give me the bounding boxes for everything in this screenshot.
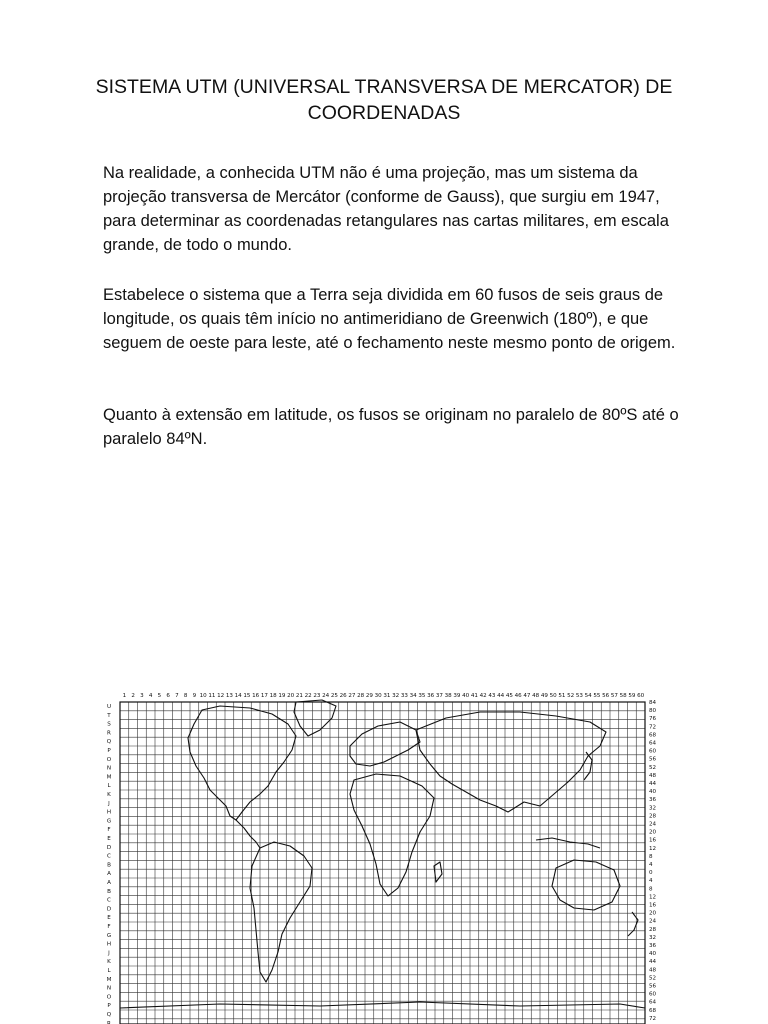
zone-number-label: 28: [357, 693, 365, 699]
zone-number-label: 25: [330, 693, 338, 699]
row-letter-label: O: [106, 756, 112, 763]
zone-number-label: 53: [575, 693, 583, 699]
row-letter-label: P: [107, 748, 111, 754]
paragraph-utm-definition: Na realidade, a conhecida UTM não é uma projeção, mas um sistema da projeção transversa de Mercátor (conforme de Gauss), que surgiu em 1947, para determinar as coordenadas retangulares nas cartas militares, em escala grande, de todo o mundo.: [103, 164, 669, 254]
latitude-label: 64: [649, 740, 657, 747]
paragraph-utm-latitude: Quanto à extensão em latitude, os fusos se originam no paralelo de 80ºS até o paralelo 84ºN.: [103, 406, 679, 448]
zone-number-label: 22: [304, 693, 312, 699]
zone-number-label: 26: [339, 693, 347, 699]
zone-number-label: 9: [192, 693, 197, 699]
row-letter-label: J: [108, 950, 110, 957]
zone-number-label: 15: [243, 693, 251, 699]
zone-number-label: 12: [217, 693, 225, 699]
zone-number-label: 2: [131, 693, 135, 699]
zone-number-label: 45: [505, 693, 513, 699]
zone-number-label: 3: [140, 693, 144, 699]
zone-number-label: 17: [260, 693, 268, 699]
latitude-label: 16: [649, 902, 657, 909]
zone-number-label: 21: [295, 693, 303, 699]
zone-number-label: 42: [479, 693, 487, 699]
zone-number-label: 18: [269, 693, 277, 699]
latitude-label: 8: [649, 853, 653, 860]
zone-number-label: 58: [619, 693, 627, 699]
latitude-label: 60: [649, 991, 657, 998]
latitude-label: 28: [649, 813, 657, 820]
latitude-label: 68: [649, 1007, 657, 1014]
zone-number-label: 19: [278, 693, 286, 699]
zone-number-label: 39: [453, 693, 461, 699]
latitude-label: 56: [649, 983, 657, 990]
row-letter-label: D: [106, 906, 112, 913]
zone-number-label: 49: [540, 693, 548, 699]
latitude-label: 24: [649, 918, 657, 925]
row-letter-label: H: [106, 941, 112, 948]
row-letter-label: F: [107, 827, 111, 834]
zone-number-label: 41: [470, 693, 478, 699]
zone-number-label: 43: [488, 693, 496, 699]
latitude-label: 4: [649, 878, 653, 885]
zone-number-label: 33: [400, 693, 408, 699]
latitude-label: 36: [649, 797, 657, 804]
row-letter-label: B: [107, 862, 111, 869]
zone-number-label: 24: [322, 693, 330, 699]
row-letter-label: N: [106, 765, 112, 772]
zone-number-label: 14: [234, 693, 242, 699]
zone-number-label: 16: [252, 693, 260, 699]
latitude-label: 20: [649, 829, 657, 836]
row-letter-label: T: [107, 712, 111, 719]
row-letter-label: L: [107, 783, 111, 790]
row-letter-label: A: [107, 871, 111, 878]
latitude-label: 64: [649, 999, 657, 1006]
row-letter-label: N: [106, 985, 112, 992]
latitude-label: 4: [649, 862, 653, 868]
zone-number-label: 46: [514, 693, 522, 699]
row-letter-label: E: [107, 836, 111, 842]
row-letter-label: C: [107, 853, 111, 860]
zone-number-label: 37: [435, 693, 443, 699]
zone-number-label: 32: [392, 693, 400, 699]
latitude-label: 0: [649, 870, 653, 877]
latitude-label: 80: [649, 708, 657, 715]
latitude-label: 28: [649, 926, 657, 933]
latitude-label: 36: [649, 943, 657, 949]
row-letter-label: C: [107, 897, 111, 904]
row-letter-label: P: [107, 1003, 111, 1010]
zone-number-label: 50: [549, 693, 557, 699]
zone-number-label: 5: [157, 693, 162, 699]
latitude-label: 60: [649, 748, 657, 755]
row-letter-label: O: [106, 994, 112, 1001]
row-letter-label: S: [107, 721, 111, 728]
zone-number-label: 56: [602, 693, 610, 699]
row-letter-label: K: [107, 792, 111, 798]
zone-number-label: 13: [225, 693, 233, 699]
row-letter-label: F: [107, 924, 111, 930]
asia-outline: [416, 712, 606, 812]
row-letter-label: M: [106, 976, 112, 983]
latitude-label: 44: [649, 781, 657, 787]
latitude-label: 40: [649, 951, 657, 958]
utm-world-grid-map: [100, 690, 680, 1024]
latitude-label: 72: [649, 724, 657, 731]
latitude-label: 72: [649, 1015, 657, 1022]
row-letter-label: L: [107, 968, 111, 974]
zone-number-label: 11: [208, 693, 216, 699]
page-title: SISTEMA UTM (UNIVERSAL TRANSVERSA DE MERCATOR) DE COORDENADAS: [95, 76, 673, 124]
zone-number-label: 1: [122, 693, 127, 699]
zone-number-label: 35: [418, 693, 426, 699]
row-letter-label: Q: [106, 739, 112, 746]
south-america-outline: [250, 842, 312, 982]
zone-number-label: 8: [183, 693, 188, 699]
latitude-label: 32: [649, 805, 657, 812]
zone-number-label: 55: [593, 693, 601, 699]
zone-number-label: 4: [148, 693, 153, 699]
row-letter-label: M: [106, 774, 112, 781]
zone-number-label: 31: [383, 693, 391, 699]
row-letter-label: K: [107, 959, 111, 966]
latitude-label: 12: [649, 845, 657, 852]
latitude-label: 52: [649, 764, 657, 771]
zone-number-label: 60: [637, 693, 645, 699]
zone-number-label: 59: [628, 693, 636, 699]
latitude-label: 16: [649, 837, 657, 844]
latitude-label: 44: [649, 959, 657, 966]
latitude-label: 56: [649, 756, 657, 763]
row-letter-label: D: [106, 844, 112, 851]
zone-number-label: 23: [313, 693, 321, 699]
latitude-label: 32: [649, 934, 657, 941]
latitude-label: 40: [649, 789, 657, 796]
row-letter-label: G: [106, 932, 112, 939]
latitude-label: 76: [649, 716, 657, 723]
latitude-label: 24: [649, 821, 657, 828]
latitude-label: 8: [649, 886, 653, 893]
zone-number-label: 40: [462, 693, 470, 699]
zone-number-label: 44: [497, 693, 505, 699]
row-letter-label: Q: [106, 1012, 112, 1018]
zone-number-label: 51: [558, 693, 566, 699]
zone-number-label: 30: [374, 693, 382, 699]
latitude-label: 48: [649, 967, 657, 974]
zone-number-label: 20: [287, 693, 295, 699]
row-letter-label: A: [107, 880, 111, 886]
row-letter-label: H: [106, 809, 112, 816]
madagascar-outline: [434, 862, 442, 882]
zone-number-label: 52: [567, 693, 575, 699]
zone-number-label: 48: [532, 693, 540, 699]
latitude-label: 84: [649, 700, 657, 706]
zone-number-label: 38: [444, 693, 452, 699]
zone-number-label: 29: [365, 693, 373, 699]
north-america-outline: [188, 706, 296, 820]
latitude-label: 52: [649, 975, 657, 982]
row-letter-label: J: [108, 800, 110, 807]
zone-number-label: 54: [584, 693, 592, 699]
row-letter-label: U: [106, 704, 112, 710]
row-letter-label: R: [107, 1020, 111, 1024]
row-letter-label: R: [107, 730, 111, 737]
paragraph-utm-zones: Estabelece o sistema que a Terra seja dividida em 60 fusos de seis graus de longitude, os quais têm início no antimeridiano de Greenwich (180º), e que seguem de oeste para leste, até o fechamento neste mesmo ponto de origem.: [103, 286, 676, 352]
latitude-label: 68: [649, 732, 657, 739]
zone-number-label: 36: [427, 693, 435, 699]
latitude-label: 20: [649, 910, 657, 917]
row-letter-label: E: [107, 915, 111, 922]
row-letter-label: B: [107, 888, 111, 895]
zone-number-label: 6: [166, 693, 170, 699]
zone-number-label: 57: [610, 693, 618, 699]
latitude-label: 12: [649, 894, 657, 901]
zone-number-label: 47: [523, 693, 531, 699]
latitude-label: 48: [649, 772, 657, 779]
zone-number-label: 7: [175, 693, 179, 699]
zone-number-label: 10: [199, 693, 207, 699]
zone-number-label: 34: [409, 693, 417, 699]
row-letter-label: G: [106, 818, 112, 825]
zone-number-label: 27: [348, 693, 356, 699]
